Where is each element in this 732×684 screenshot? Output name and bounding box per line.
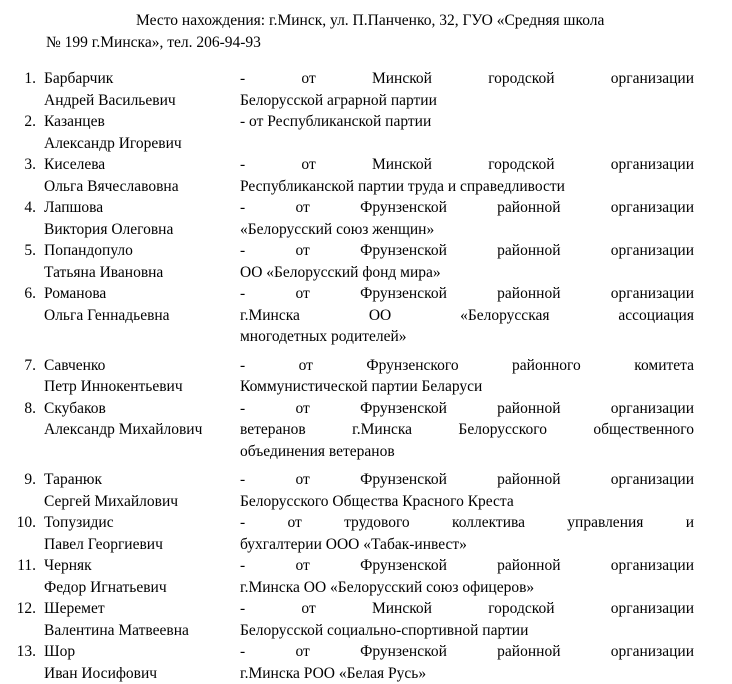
organization-line: - от Республиканской партии	[240, 111, 694, 133]
organization-line: Республиканской партии труда и справедливости	[240, 176, 694, 198]
candidate-name-line: Шеремет	[44, 598, 234, 620]
candidate-name-line: Татьяна Ивановна	[44, 262, 234, 284]
candidate-name-line: Таранюк	[44, 469, 234, 491]
list-spacer	[0, 462, 732, 469]
candidate-name-line: Казанцев	[44, 111, 234, 133]
item-number: 9.	[0, 469, 44, 491]
nominating-organization	[240, 355, 732, 398]
nominating-organization	[240, 398, 732, 463]
organization-line: - от Фрунзенской районной организации	[240, 469, 694, 491]
list-item	[0, 240, 732, 283]
candidate-name-line: Топузидис	[44, 512, 234, 534]
item-number: 10.	[0, 512, 44, 534]
organization-line: г.Минска РОО «Белая Русь»	[240, 663, 694, 684]
list-item	[0, 555, 732, 598]
nominating-organization	[240, 197, 732, 240]
location-paragraph	[46, 10, 692, 54]
nominating-organization	[240, 469, 732, 512]
nominating-organization	[240, 240, 732, 283]
organization-line: - от Фрунзенской районной организации	[240, 398, 694, 420]
list-item	[0, 68, 732, 111]
organization-line: - от Фрунзенской районной организации	[240, 240, 694, 262]
candidate-name	[44, 598, 240, 641]
item-number: 13.	[0, 641, 44, 663]
candidate-name-line: Сергей Михайлович	[44, 491, 234, 513]
organization-line: г.Минска ОО «Белорусская ассоциация	[240, 305, 694, 327]
candidate-name	[44, 469, 240, 512]
candidate-name-line: Александр Михайлович	[44, 419, 234, 441]
location-line-1: Место нахождения: г.Минск, ул. П.Панченко, 32, ГУО «Средняя школа	[136, 12, 604, 29]
nominating-organization	[240, 598, 732, 641]
item-number: 4.	[0, 197, 44, 219]
candidate-name-line: Романова	[44, 283, 234, 305]
list-item	[0, 111, 732, 154]
nominating-organization	[240, 555, 732, 598]
organization-line: - от Минской городской организации	[240, 68, 694, 90]
nominating-organization	[240, 283, 732, 348]
organization-line: - от Фрунзенской районной организации	[240, 283, 694, 305]
list-item	[0, 355, 732, 398]
document-page	[0, 10, 732, 650]
candidate-name-line: Павел Георгиевич	[44, 534, 234, 556]
candidate-name	[44, 197, 240, 240]
list-item	[0, 641, 732, 684]
item-number: 11.	[0, 555, 44, 577]
list-spacer	[0, 348, 732, 355]
organization-line: Белорусской социально-спортивной партии	[240, 620, 694, 642]
item-number: 12.	[0, 598, 44, 620]
candidate-name-line: Валентина Матвеевна	[44, 620, 234, 642]
item-number: 7.	[0, 355, 44, 377]
candidate-name-line: Ольга Вячеславовна	[44, 176, 234, 198]
list-item	[0, 154, 732, 197]
candidate-name	[44, 512, 240, 555]
item-number: 2.	[0, 111, 44, 133]
candidate-name-line: Александр Игоревич	[44, 133, 234, 155]
organization-line: многодетных родителей»	[240, 326, 694, 348]
candidate-name-line: Андрей Васильевич	[44, 90, 234, 112]
candidate-name	[44, 154, 240, 197]
organization-line: - от Фрунзенской районной организации	[240, 555, 694, 577]
item-number: 3.	[0, 154, 44, 176]
organization-line: объединения ветеранов	[240, 441, 694, 463]
nominating-organization	[240, 641, 732, 684]
list-item	[0, 469, 732, 512]
organization-line: г.Минска ОО «Белорусский союз офицеров»	[240, 577, 694, 599]
location-line-2: № 199 г.Минска», тел. 206-94-93	[46, 32, 692, 54]
candidate-name	[44, 111, 240, 154]
candidate-name-line: Савченко	[44, 355, 234, 377]
candidate-name-line: Черняк	[44, 555, 234, 577]
nominating-organization	[240, 68, 732, 111]
list-item	[0, 398, 732, 463]
candidate-name-line: Шор	[44, 641, 234, 663]
organization-line: ОО «Белорусский фонд мира»	[240, 262, 694, 284]
list-item	[0, 283, 732, 348]
organization-line: Коммунистической партии Беларуси	[240, 376, 694, 398]
candidate-name-line: Федор Игнатьевич	[44, 577, 234, 599]
organization-line: - от Минской городской организации	[240, 598, 694, 620]
organization-line: Белорусского Общества Красного Креста	[240, 491, 694, 513]
candidate-name	[44, 398, 240, 441]
candidate-name	[44, 355, 240, 398]
organization-line: - от Фрунзенского районного комитета	[240, 355, 694, 377]
candidate-name-line: Барбарчик	[44, 68, 234, 90]
candidate-name-line: Скубаков	[44, 398, 234, 420]
candidate-name	[44, 68, 240, 111]
candidate-name	[44, 555, 240, 598]
nominating-organization	[240, 154, 732, 197]
organization-line: - от Минской городской организации	[240, 154, 694, 176]
organization-line: ветеранов г.Минска Белорусского общественного	[240, 419, 694, 441]
item-number: 5.	[0, 240, 44, 262]
candidate-name	[44, 240, 240, 283]
organization-line: бухгалтерии ООО «Табак-инвест»	[240, 534, 694, 556]
nominating-organization	[240, 512, 732, 555]
item-number: 6.	[0, 283, 44, 305]
candidate-name-line: Иван Иосифович	[44, 663, 234, 684]
candidate-name-line: Киселева	[44, 154, 234, 176]
candidate-name-line: Виктория Олеговна	[44, 219, 234, 241]
organization-line: - от Фрунзенской районной организации	[240, 641, 694, 663]
organization-line: - от Фрунзенской районной организации	[240, 197, 694, 219]
item-number: 1.	[0, 68, 44, 90]
candidate-name-line: Ольга Геннадьевна	[44, 305, 234, 327]
list-item	[0, 512, 732, 555]
candidate-name-line: Попандопуло	[44, 240, 234, 262]
candidate-list	[0, 68, 732, 684]
nominating-organization	[240, 111, 732, 133]
candidate-name	[44, 641, 240, 684]
organization-line: «Белорусский союз женщин»	[240, 219, 694, 241]
list-item	[0, 598, 732, 641]
list-item	[0, 197, 732, 240]
candidate-name-line: Петр Иннокентьевич	[44, 376, 234, 398]
organization-line: - от трудового коллектива управления и	[240, 512, 694, 534]
organization-line: Белорусской аграрной партии	[240, 90, 694, 112]
candidate-name-line: Лапшова	[44, 197, 234, 219]
candidate-name	[44, 283, 240, 326]
item-number: 8.	[0, 398, 44, 420]
